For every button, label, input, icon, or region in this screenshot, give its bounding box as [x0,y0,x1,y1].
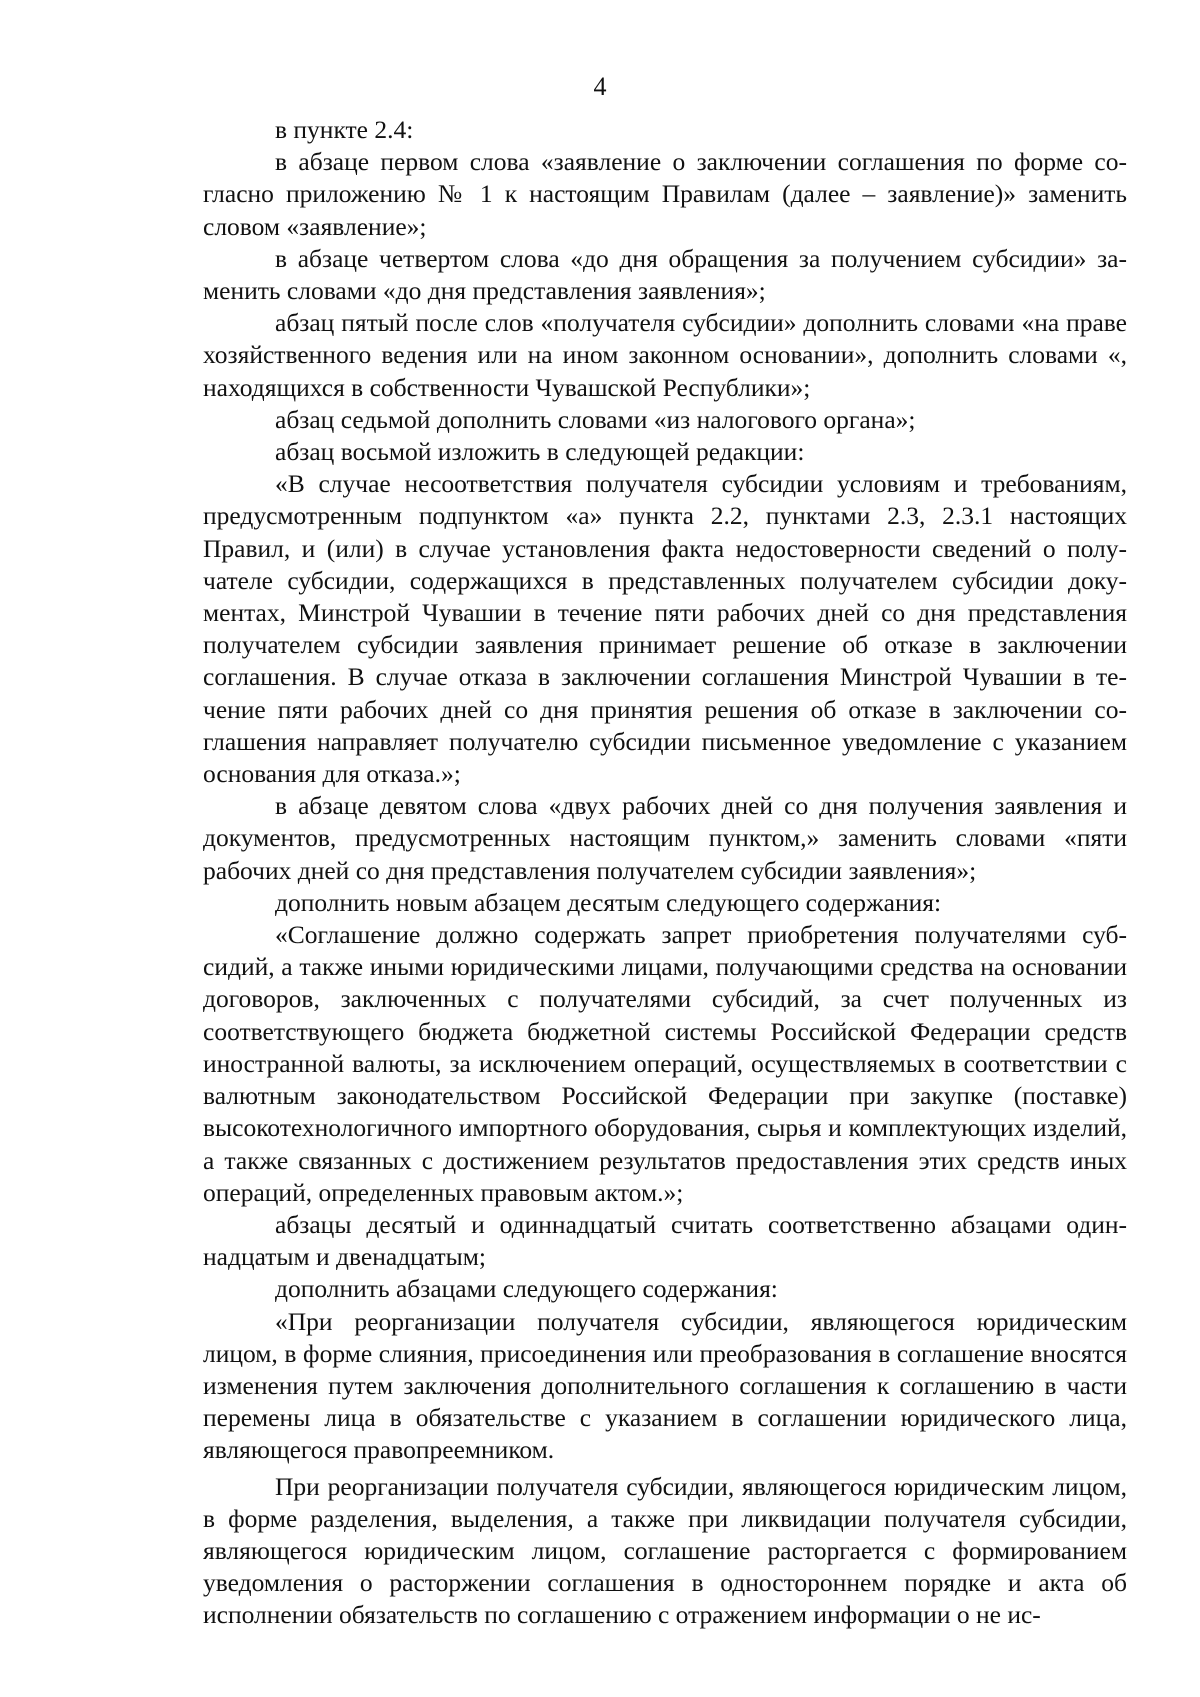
paragraph-reorganization-split: При реорганизации получателя субсидии, являющегося юридическим лицом, в форме разделения, выделения, а также при ликвидации получателя субсидии, являющегося юридическим лицом, соглашение расторгается с формированием уведомления о расторжении соглашения в одностороннем порядке и акта об исполнении обязательств по соглашению с отражением информации о не ис- [203,1471,1127,1630]
paragraph-abzac-8-intro: абзац восьмой изложить в следующей редакции: [275,437,805,467]
paragraph-abzac-4: в абзаце четвертом слова «до дня обращения за получением субсидии» заменить словами «до дня представления заявления»; [203,243,1127,306]
paragraph-item-2-4: в пункте 2.4: [275,115,414,144]
document-body [203,114,1127,1632]
paragraph-abzac-5: абзац пятый после слов «получателя субсидии» дополнить словами «на праве хозяйственного ведения или на ином законном основании», дополнить словами «, находящихся в собственности Чувашской Республики»; [203,308,1127,402]
page-number: 4 [593,72,607,101]
paragraph-renumber: абзацы десятый и одиннадцатый считать соответственно абзацами одиннадцатым и двенадцатым; [203,1209,1127,1272]
paragraph-abzac-1: в абзаце первом слова «заявление о заключении соглашения по форме согласно приложению № 1 к настоящим Правилам (далее – заявление)» заменить словом «заявление»; [203,147,1127,241]
paragraph-reorganization-merge: «При реорганизации получателя субсидии, являющегося юридическим лицом, в форме слияния, присоединения или преобразования в соглашение вносятся изменения путем заключения дополнительного соглашения к соглашению в части перемены лица в обязательстве с указанием в соглашении юридического лица, являющегося правопреемником. [203,1306,1127,1465]
paragraph-new-abzac-10-intro: дополнить новым абзацем десятым следующего содержания: [275,887,942,917]
paragraph-add-abzacs-intro: дополнить абзацами следующего содержания: [275,1274,778,1304]
paragraph-abzac-7: абзац седьмой дополнить словами «из налогового органа»; [275,404,916,434]
paragraph-new-abzac-10-quote: «Соглашение должно содержать запрет приобретения получателями субсидий, а также иными юридическими лицами, получающими средства на основании договоров, заключенных с получателями субсидий, за счет полученных из соответствующего бюджета бюджетной системы Российской Федерации средств иностранной валюты, за исключением операций, осуществляемых в соответствии с валютным законодательством Российской Федерации при закупке (поставке) высокотехнологичного импортного оборудования, сырья и комплектующих изделий, а также связанных с достижением результатов предоставления этих средств иных операций, определенных правовым актом.»; [203,920,1127,1207]
paragraph-abzac-8-quote: «В случае несоответствия получателя субсидии условиям и требованиям, предусмотренным подпунктом «а» пункта 2.2, пунктами 2.3, 2.3.1 настоящих Правил, и (или) в случае установления факта недостоверности сведений о получателе субсидии, содержащихся в представленных получателем субсидии документах, Минстрой Чувашии в течение пяти рабочих дней со дня представления получателем субсидии заявления принимает решение об отказе в заключении соглашения. В случае отказа в заключении соглашения Минстрой Чувашии в течение пяти рабочих дней со дня принятия решения об отказе в заключении соглашения направляет получателю субсидии письменное уведомление с указанием основания для отказа.»; [203,469,1127,789]
paragraph-abzac-9: в абзаце девятом слова «двух рабочих дней со дня получения заявления и документов, предусмотренных настоящим пунктом,» заменить словами «пяти рабочих дней со дня представления получателем субсидии заявления»; [203,791,1127,885]
